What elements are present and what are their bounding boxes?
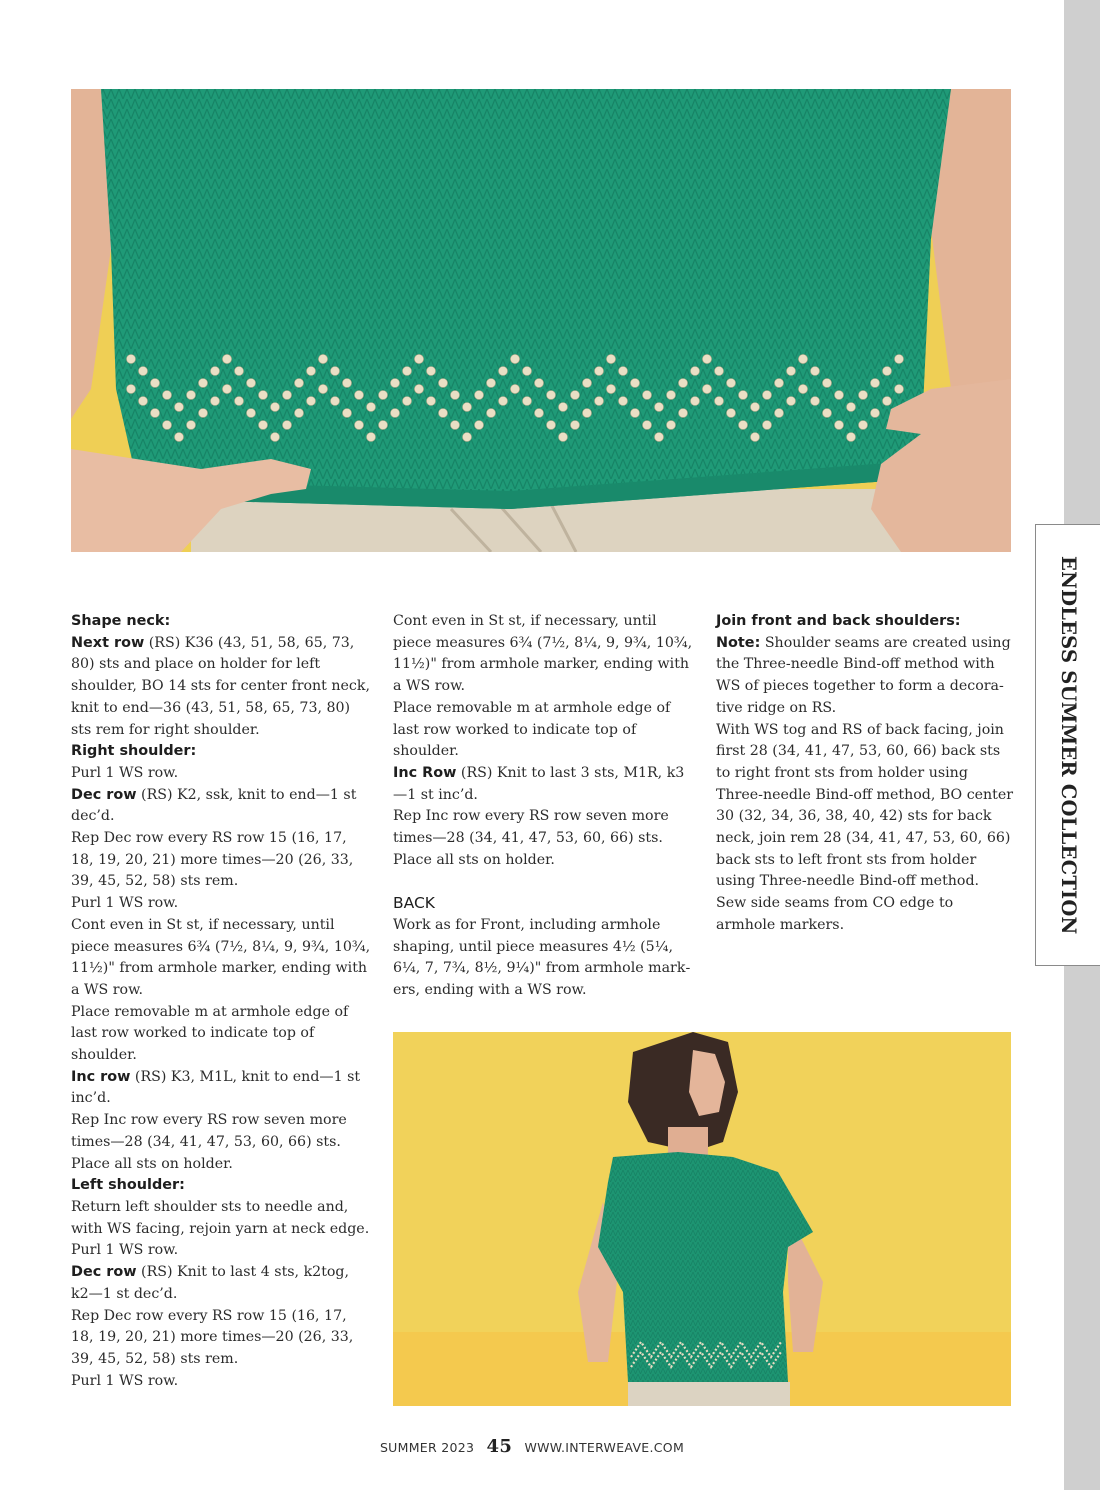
inc-row-text-2: (RS) Knit to last 3 sts, M1R, k3—1 st inc’d. bbox=[393, 764, 685, 803]
with-ws-paragraph: With WS tog and RS of back facing, join first 28 (34, 41, 47, 53, 60, 66) back sts to right front sts from holder using Three-needle Bind-off method, BO center 30 (32, 34, 36, 38, 40, 42) sts for back neck, join rem 28 (34, 41, 47, 53, 60, 66) back sts to left front sts from holder using Three-needle Bind-off method. bbox=[716, 721, 1014, 890]
dec-row-2-label: Dec row bbox=[71, 1264, 137, 1281]
text-column-3 bbox=[716, 611, 1016, 937]
inc-row-label-2: Inc Row bbox=[393, 764, 457, 781]
purl-row-1: Purl 1 WS row. bbox=[71, 764, 179, 781]
rep-dec-2-paragraph: Rep Dec row every RS row 15 (16, 17, 18, 19, 20, 21) more times—20 (26, 33, 39, 45, 52, 58) sts rem. bbox=[71, 1307, 354, 1367]
heading-left-shoulder: Left shoulder: bbox=[71, 1177, 185, 1194]
cont-even-paragraph-2: Cont even in St st, if necessary, until piece measures 6¾ (7½, 8¼, 9, 9¾, 10¾, 11½)" from armhole marker, ending with a WS row. bbox=[393, 613, 693, 695]
purl-row-3: Purl 1 WS row. bbox=[71, 1242, 179, 1259]
inc-row-text: (RS) K3, M1L, knit to end—1 st inc’d. bbox=[71, 1068, 361, 1107]
place-all-paragraph-2: Place all sts on holder. bbox=[393, 851, 555, 868]
heading-back: BACK bbox=[393, 894, 435, 913]
dec-row-label: Dec row bbox=[71, 786, 137, 803]
inc-row-label: Inc row bbox=[71, 1068, 131, 1085]
top-photo-illustration bbox=[71, 89, 1011, 552]
purl-row-2: Purl 1 WS row. bbox=[71, 895, 179, 912]
purl-row-4: Purl 1 WS row. bbox=[71, 1372, 179, 1389]
place-marker-paragraph-2: Place removable m at armhole edge of last row worked to indicate top of shoulder. bbox=[393, 699, 671, 760]
text-column-2 bbox=[393, 611, 693, 1002]
rep-inc-paragraph: Rep Inc row every RS row seven more times—28 (34, 41, 47, 53, 60, 66) sts. bbox=[71, 1112, 347, 1150]
place-marker-paragraph: Place removable m at armhole edge of last row worked to indicate top of shoulder. bbox=[71, 1003, 349, 1064]
dec-row-2-paragraph bbox=[71, 1262, 371, 1305]
place-all-paragraph: Place all sts on holder. bbox=[71, 1155, 233, 1172]
note-text: Shoulder seams are created using the Three-needle Bind-off method with WS of pieces together to form a decorative ridge on RS. bbox=[716, 634, 1011, 716]
heading-join-shoulders: Join front and back shoulders: bbox=[716, 613, 961, 629]
cont-even-paragraph: Cont even in St st, if necessary, until piece measures 6¾ (7½, 8¼, 9, 9¾, 10¾, 11½)" from armhole marker, ending with a WS row. bbox=[71, 916, 371, 998]
sew-seams-paragraph: Sew side seams from CO edge to armhole markers. bbox=[716, 895, 954, 933]
back-paragraph: Work as for Front, including armhole shaping, until piece measures 4½ (5¼, 6¼, 7, 7¾, 8½, 9¼)" from armhole markers, ending with a WS row. bbox=[393, 916, 691, 998]
bottom-photo-illustration bbox=[393, 1032, 1011, 1406]
section-tab-label: ENDLESS SUMMER COLLECTION bbox=[1057, 555, 1080, 935]
page-number: 45 bbox=[486, 1436, 513, 1457]
bottom-photo-model-back bbox=[393, 1032, 1011, 1406]
next-row-paragraph bbox=[71, 633, 371, 742]
dec-row-2-text: (RS) Knit to last 4 sts, k2tog, k2—1 st dec’d. bbox=[71, 1264, 350, 1302]
top-photo-beaded-hem bbox=[71, 89, 1011, 552]
dec-row-paragraph bbox=[71, 785, 371, 828]
heading-right-shoulder: Right shoulder: bbox=[71, 743, 197, 760]
next-row-text: (RS) K36 (43, 51, 58, 65, 73, 80) sts and place on holder for left shoulder, BO 14 sts for center front neck, knit to end—36 (43, 51, 58, 65, 73, 80) sts rem for right shoulder. bbox=[71, 634, 370, 738]
inc-row-paragraph bbox=[71, 1067, 371, 1110]
next-row-label: Next row bbox=[71, 634, 145, 651]
return-left-paragraph: Return left shoulder sts to needle and, with WS facing, rejoin yarn at neck edge. bbox=[71, 1198, 370, 1237]
text-column-1 bbox=[71, 611, 371, 1392]
footer-issue: SUMMER 2023 bbox=[379, 1440, 475, 1455]
rep-inc-paragraph-2: Rep Inc row every RS row seven more times—28 (34, 41, 47, 53, 60, 66) sts. bbox=[393, 808, 669, 847]
page-footer bbox=[0, 1436, 1064, 1457]
dec-row-text: (RS) K2, ssk, knit to end—1 st dec’d. bbox=[71, 786, 357, 825]
rep-dec-paragraph: Rep Dec row every RS row 15 (16, 17, 18, 19, 20, 21) more times—20 (26, 33, 39, 45, 52, 58) sts rem. bbox=[71, 830, 354, 890]
note-paragraph bbox=[716, 633, 1016, 720]
heading-shape-neck: Shape neck: bbox=[71, 613, 171, 629]
inc-row-paragraph-2 bbox=[393, 763, 693, 806]
note-label: Note: bbox=[716, 634, 761, 651]
footer-website: WWW.INTERWEAVE.COM bbox=[524, 1440, 685, 1455]
